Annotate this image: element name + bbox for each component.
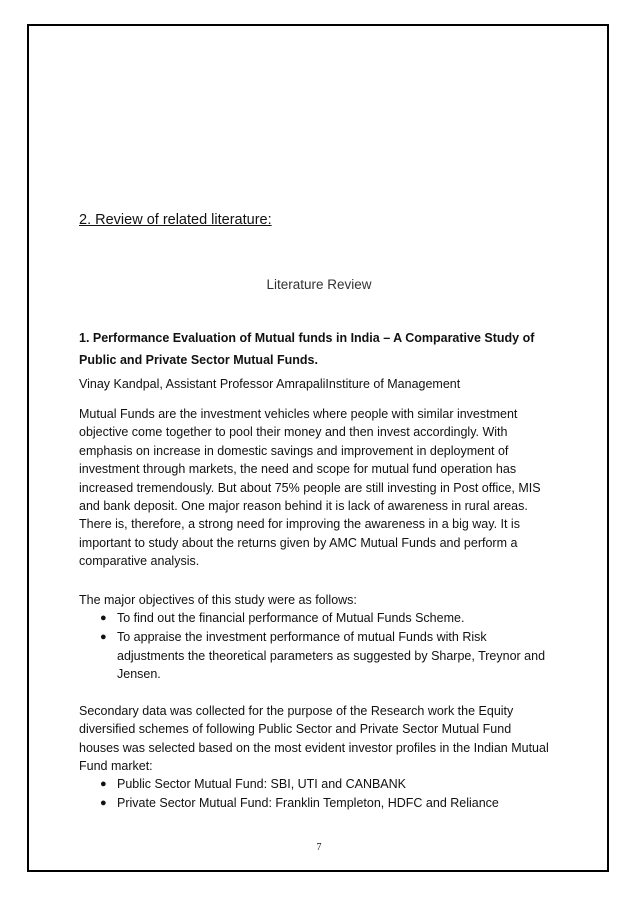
literature-review-title: Literature Review — [266, 277, 372, 292]
sectors-list — [79, 775, 549, 814]
article-title: 1. Performance Evaluation of Mutual funds in India – A Comparative Study of Public and Private Sector Mutual Funds. — [79, 331, 535, 367]
page-number: 7 — [316, 842, 322, 853]
sector-text: Public Sector Mutual Fund: SBI, UTI and CANBANK — [117, 777, 407, 791]
methodology-paragraph: Secondary data was collected for the purpose of the Research work the Equity diversified schemes of following Public Sector and Private Sector Mutual Fund houses was selected based on the most evident investor profiles in the Indian Mutual Fund market: — [79, 704, 549, 774]
bullet-icon: ● — [100, 612, 107, 624]
author-line: Vinay Kandpal, Assistant Professor AmrapaliInstiture of Management — [79, 377, 461, 391]
objectives-list — [79, 609, 549, 685]
list-item — [79, 628, 549, 683]
intro-paragraph: Mutual Funds are the investment vehicles where people with similar investment objective come together to pool their money and then invest accordingly. With emphasis on increase in domestic savings and improvement in deployment of investment through markets, the need and scope for mutual fund operation has increased tremendously. But about 75% people are still investing in Post office, MIS and bank deposit. One major reason behind it is lack of awareness in rural areas. There is, therefore, a strong need for improving the awareness in a big way. It is important to study about the returns given by AMC Mutual Funds and perform a comparative analysis. — [79, 407, 541, 569]
objectives-intro: The major objectives of this study were as follows: — [79, 593, 357, 607]
sector-text: Private Sector Mutual Fund: Franklin Templeton, HDFC and Reliance — [117, 796, 499, 811]
list-item — [79, 794, 549, 812]
objective-text: To find out the financial performance of Mutual Funds Scheme. — [117, 611, 465, 625]
bullet-icon: ● — [100, 778, 107, 790]
bullet-icon: ● — [100, 631, 107, 644]
section-heading: 2. Review of related literature: — [79, 212, 272, 228]
list-item — [79, 609, 549, 627]
objective-text: To appraise the investment performance of mutual Funds with Risk adjustments the theoretical parameters as suggested by Sharpe, Treynor and Jensen. — [117, 630, 546, 682]
list-item — [79, 775, 549, 793]
bullet-icon: ● — [100, 797, 107, 810]
